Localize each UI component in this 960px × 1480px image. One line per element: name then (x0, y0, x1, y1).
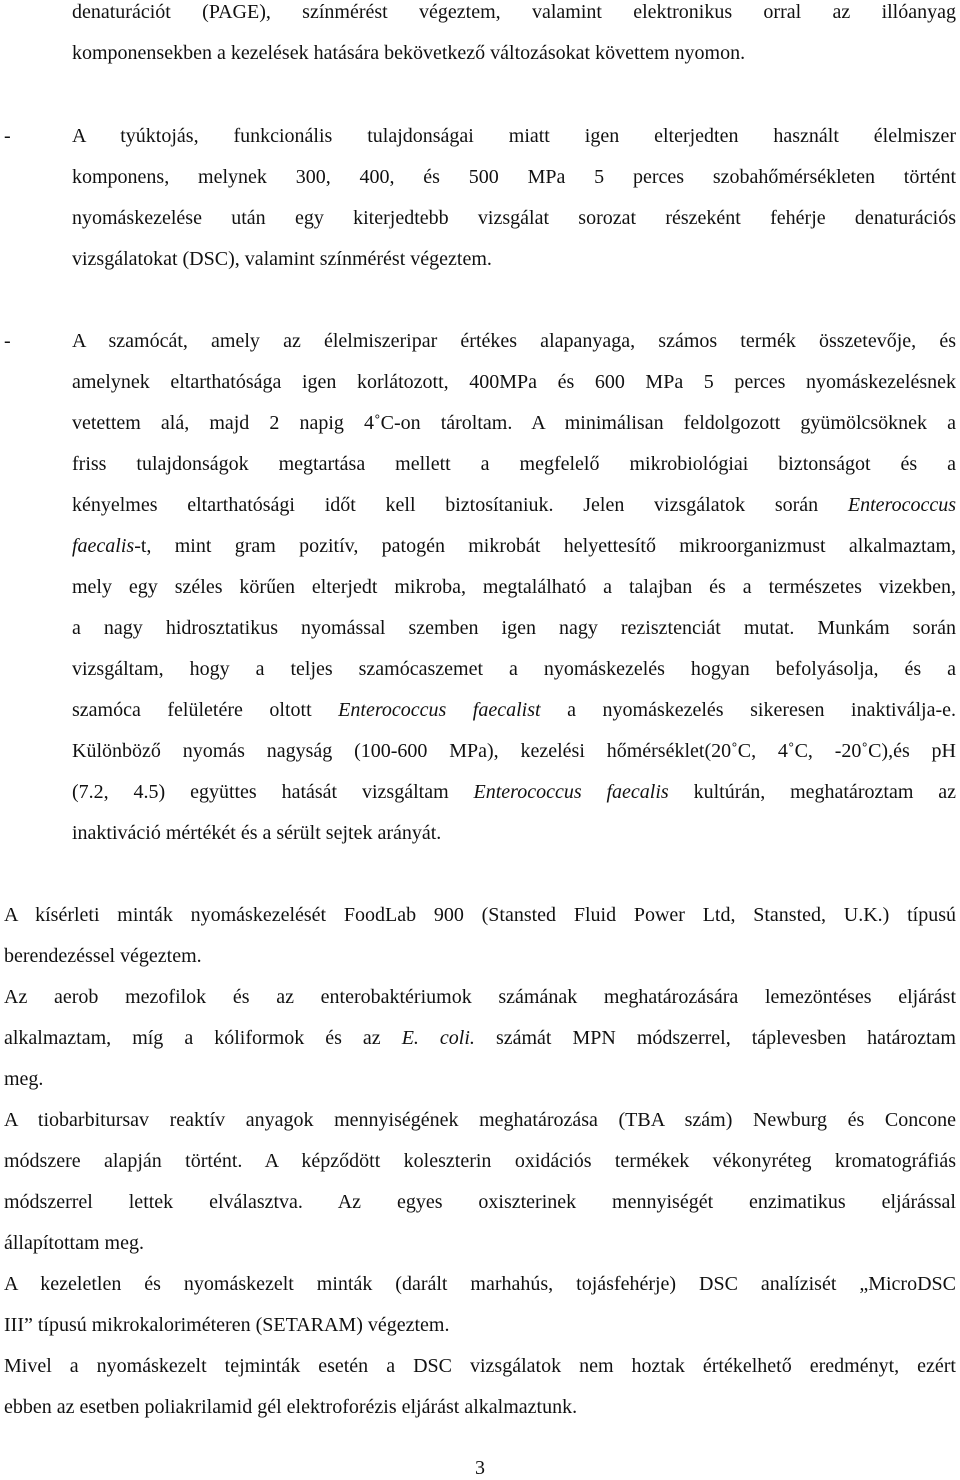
paragraph-line: Mivel a nyomáskezelt tejminták esetén a DSC vizsgálatok nem hoztak értékelhető eredményt, ezért (4, 1355, 956, 1377)
paragraph-line: meg. (4, 1068, 44, 1090)
bullet-line: kényelmes eltarthatósági időt kell biztosítaniuk. Jelen vizsgálatok során Enterococcus (72, 494, 956, 516)
paragraph-line: A kísérleti minták nyomáskezelését FoodLab 900 (Stansted Fluid Power Ltd, Stansted, U.K.) típusú (4, 904, 956, 926)
paragraph-line: A kezeletlen és nyomáskezelt minták (darált marhahús, tojásfehérje) DSC analízisét „MicroDSC (4, 1273, 956, 1295)
bullet-line: Különböző nyomás nagyság (100-600 MPa), kezelési hőmérséklet(20˚C, 4˚C, -20˚C),és pH (72, 740, 956, 762)
paragraph-line: módszere alapján történt. A képződött koleszterin oxidációs termékek vékonyréteg kromatográfiás (4, 1150, 956, 1172)
bullet-line: mely egy széles körűen elterjedt mikroba, megtalálható a talajban és a természetes vizekben, (72, 576, 956, 598)
bullet-line: A szamócát, amely az élelmiszeripar értékes alapanyaga, számos termék összetevője, és (72, 330, 956, 352)
bullet-line: (7.2, 4.5) együttes hatását vizsgáltam Enterococcus faecalis kultúrán, meghatároztam az (72, 781, 956, 803)
bullet-marker: - (4, 125, 11, 147)
paragraph-line: ebben az esetben poliakrilamid gél elektroforézis eljárást alkalmaztunk. (4, 1396, 578, 1418)
bullet-line: vizsgálatokat (DSC), valamint színmérést végeztem. (72, 248, 492, 270)
paragraph-line: A tiobarbitursav reaktív anyagok mennyiségének meghatározása (TBA szám) Newburg és Concone (4, 1109, 956, 1131)
bullet-marker: - (4, 330, 11, 352)
paragraph-line: alkalmaztam, míg a kóliformok és az E. coli. számát MPN módszerrel, táplevesben határoztam (4, 1027, 956, 1049)
bullet-line: A tyúktojás, funkcionális tulajdonságai miatt igen elterjedten használt élelmiszer (72, 125, 956, 147)
bullet-line: faecalis-t, mint gram pozitív, patogén mikrobát helyettesítő mikroorganizmust alkalmaztam, (72, 535, 956, 557)
page-number: 3 (475, 1457, 485, 1479)
intro-line: denaturációt (PAGE), színmérést végeztem, valamint elektronikus orral az illóanyag (72, 1, 956, 23)
intro-line: komponensekben a kezelések hatására bekövetkező változásokat követtem nyomon. (72, 42, 746, 64)
bullet-line: nyomáskezelése után egy kiterjedtebb vizsgálat sorozat részeként fehérje denaturációs (72, 207, 956, 229)
paragraph-line: módszerrel lettek elválasztva. Az egyes oxiszterinek mennyiségét enzimatikus eljárással (4, 1191, 956, 1213)
bullet-line: vetettem alá, majd 2 napig 4˚C-on tároltam. A minimálisan feldolgozott gyümölcsöknek a (72, 412, 956, 434)
bullet-line: a nagy hidrosztatikus nyomással szemben igen nagy rezisztenciát mutat. Munkám során (72, 617, 956, 639)
paragraph-line: Az aerob mezofilok és az enterobaktériumok számának meghatározására lemezöntéses eljárást (4, 986, 956, 1008)
bullet-line: inaktiváció mértékét és a sérült sejtek arányát. (72, 822, 442, 844)
bullet-line: szamóca felületére oltott Enterococcus faecalist a nyomáskezelés sikeresen inaktiválja-e. (72, 699, 957, 721)
paragraph-line: berendezéssel végeztem. (4, 945, 202, 967)
paragraph-line: állapítottam meg. (4, 1232, 144, 1254)
paragraph-line: III” típusú mikrokaloriméteren (SETARAM) végeztem. (4, 1314, 450, 1336)
bullet-line: vizsgáltam, hogy a teljes szamócaszemet a nyomáskezelés hogyan befolyásolja, és a (72, 658, 956, 680)
bullet-line: komponens, melynek 300, 400, és 500 MPa 5 perces szobahőmérsékleten történt (72, 166, 956, 188)
bullet-line: amelynek eltarthatósága igen korlátozott, 400MPa és 600 MPa 5 perces nyomáskezelésnek (72, 371, 956, 393)
bullet-line: friss tulajdonságok megtartása mellett a megfelelő mikrobiológiai biztonságot és a (72, 453, 956, 475)
